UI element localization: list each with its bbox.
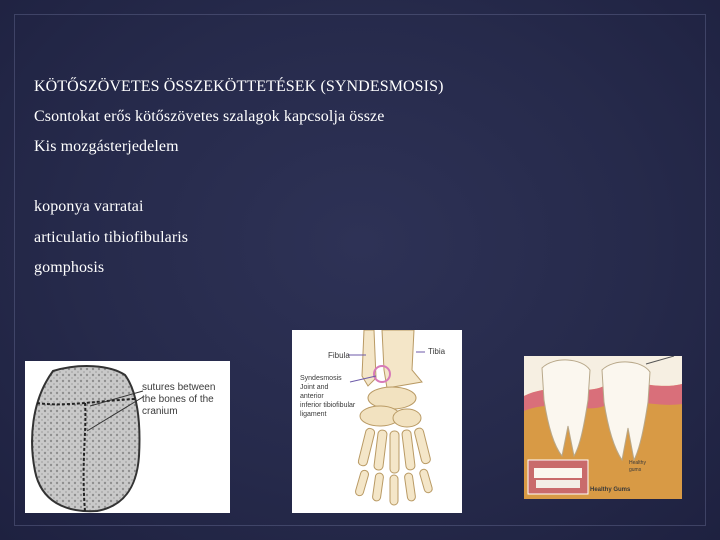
skull-label-line-2: the bones of the	[142, 394, 214, 405]
skull-label-line-3: cranium	[142, 406, 178, 417]
tibia-label: Tibia	[428, 347, 446, 356]
healthy-label-line-2: gums	[629, 467, 642, 473]
skull-label-line-1: sutures between	[142, 382, 216, 393]
healthy-gums-caption: Healthy Gums	[590, 487, 631, 493]
syndesmosis-label-2: Joint and	[300, 384, 329, 391]
ankle-syndesmosis-image	[292, 330, 462, 513]
syndesmosis-label-3: anterior	[300, 393, 324, 400]
slide-heading: KÖTŐSZÖVETES ÖSSZEKÖTTETÉSEK (SYNDESMOSIS)	[34, 78, 444, 95]
teeth-gomphosis-image	[524, 356, 682, 499]
healthy-label-line-1: Healthy	[629, 460, 646, 466]
slide-example-tibiofibular: articulatio tibiofibularis	[34, 229, 189, 246]
slide-line-mobility: Kis mozgásterjedelem	[34, 138, 179, 155]
syndesmosis-label-1: Syndesmosis	[300, 375, 342, 382]
slide-line-definition: Csontokat erős kötőszövetes szalagok kapcsolja össze	[34, 108, 385, 125]
syndesmosis-label-4: inferior tibiofibular	[300, 402, 356, 409]
syndesmosis-label-5: ligament	[300, 411, 327, 418]
skull-sutures-image	[25, 361, 230, 513]
slide-example-gomphosis: gomphosis	[34, 259, 105, 276]
fibula-label: Fibula	[328, 351, 350, 360]
slide-example-skull: koponya varratai	[34, 198, 144, 215]
